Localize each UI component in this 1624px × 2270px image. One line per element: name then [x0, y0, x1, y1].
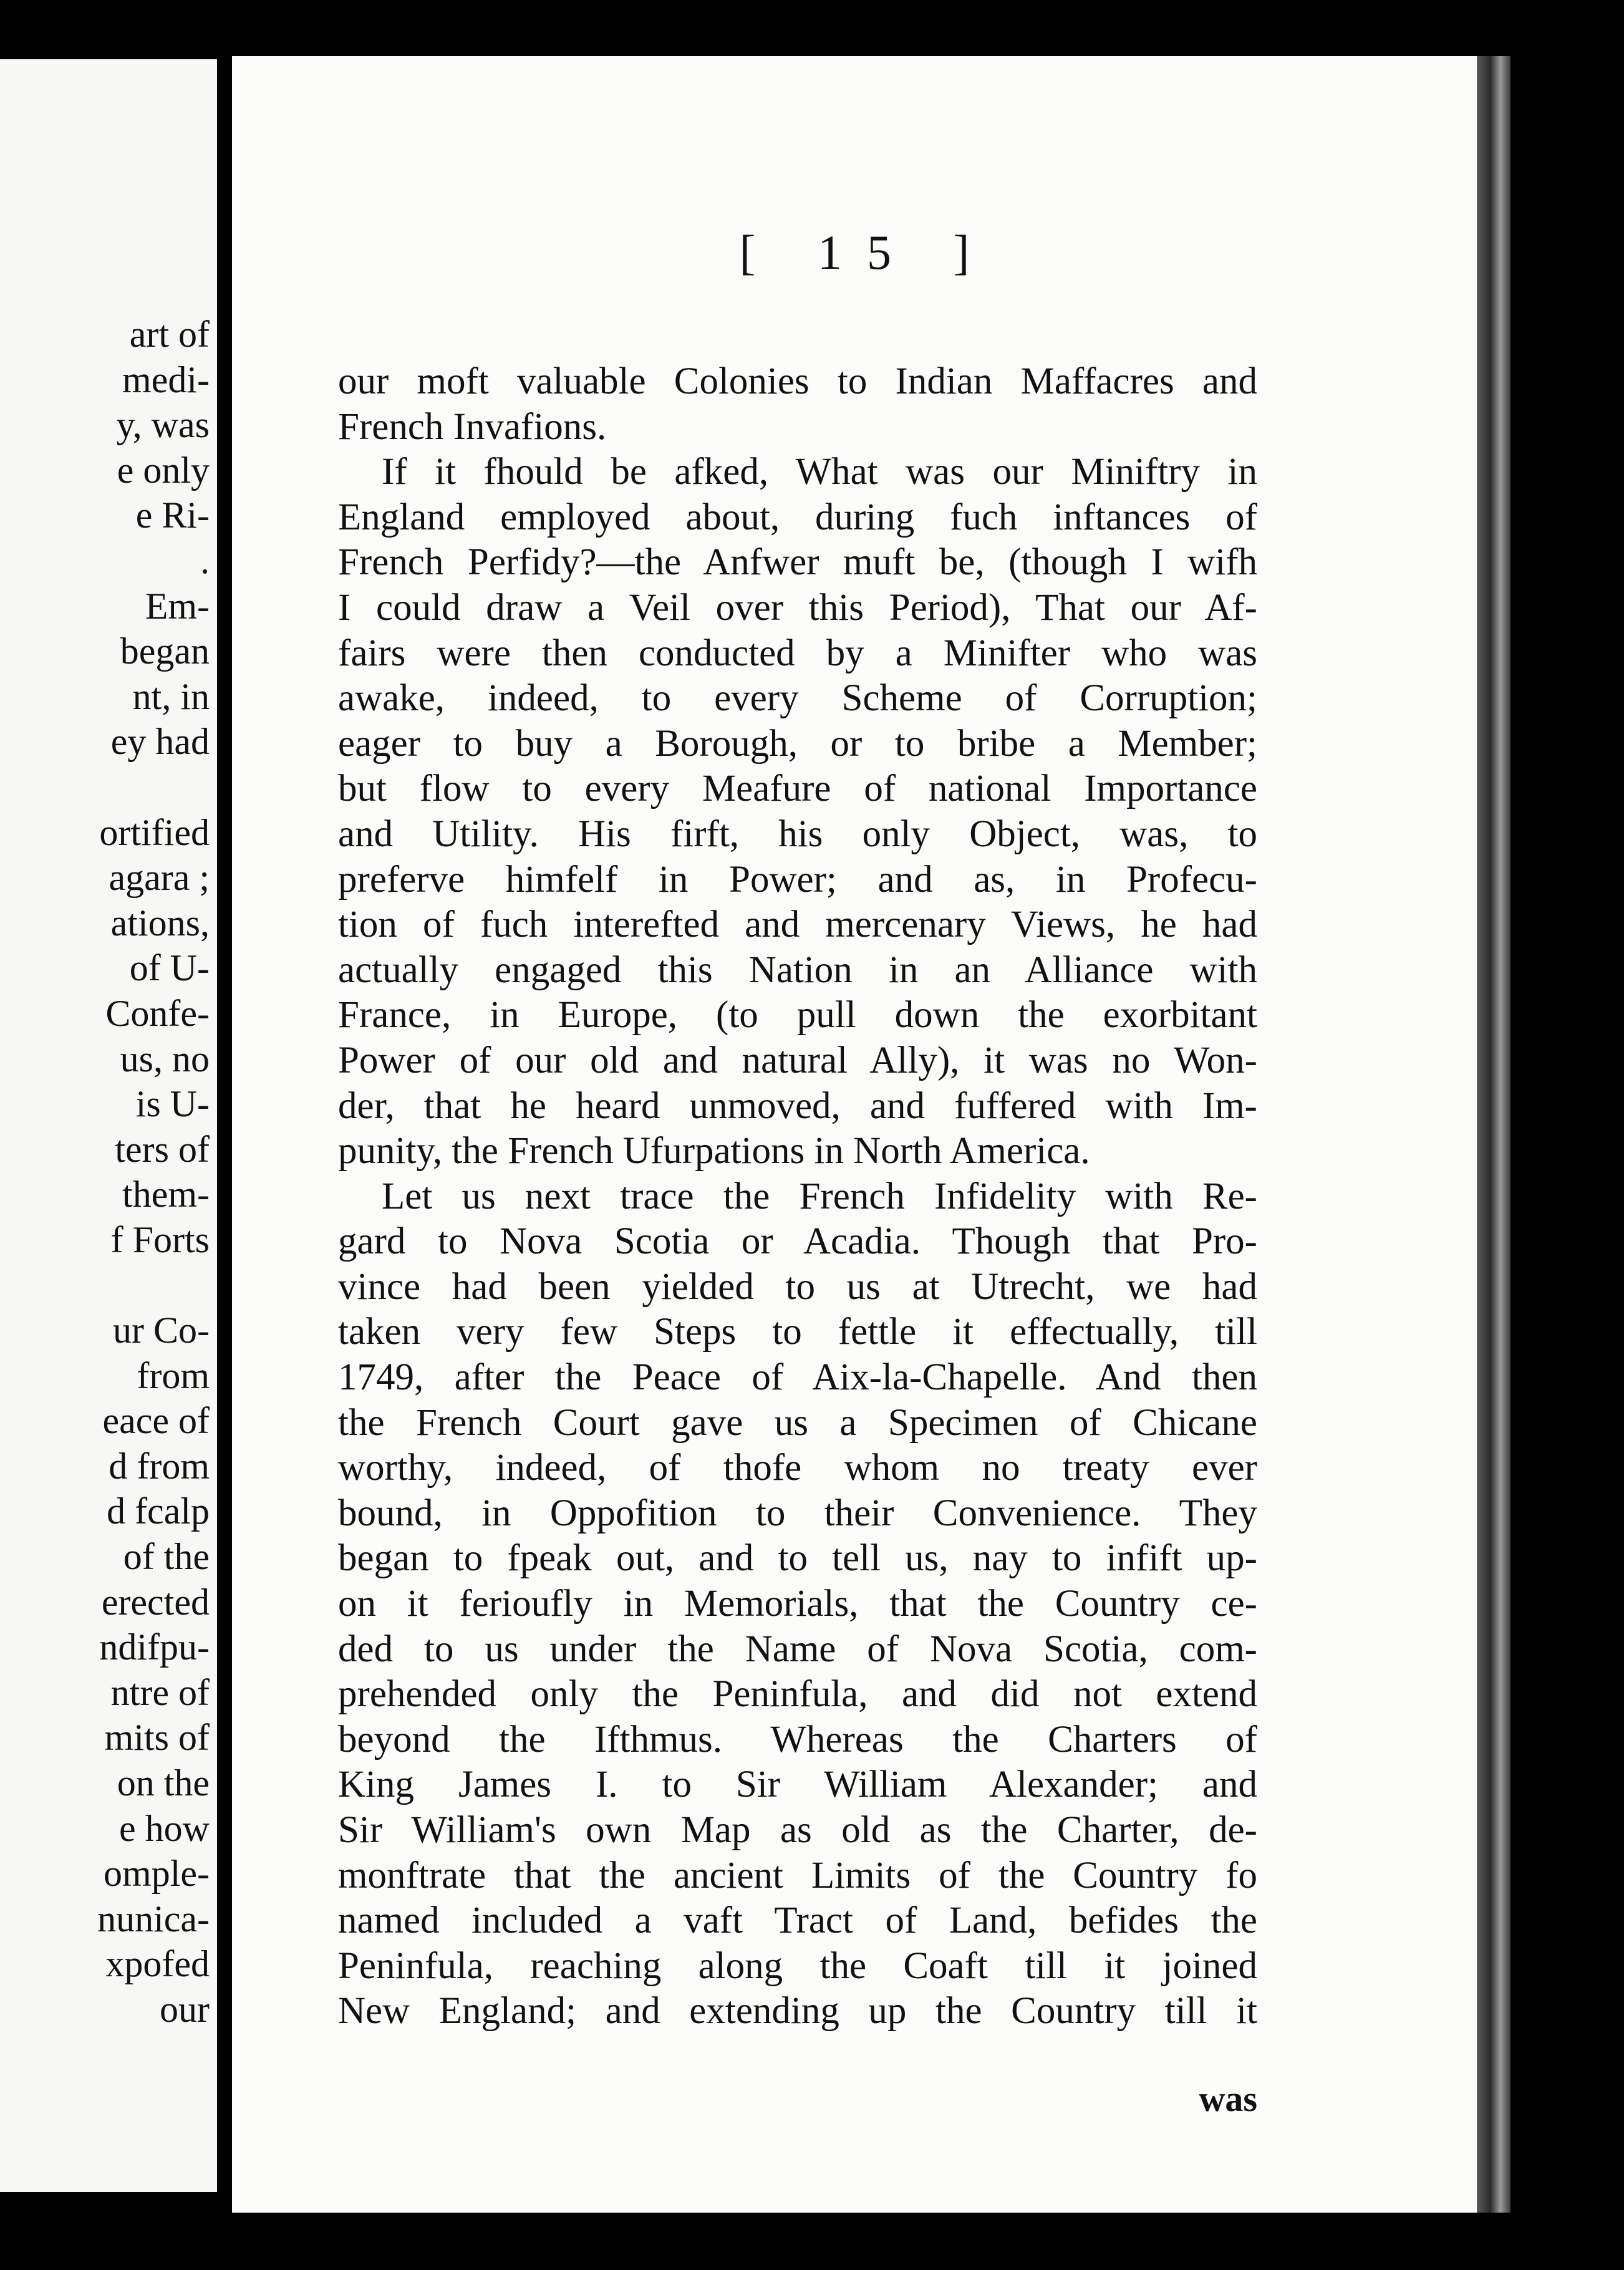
text-line: If it fhould be afked, What was our Miniftry in	[382, 451, 1257, 493]
page-body-text	[338, 359, 1257, 2034]
text-line: bound, in Oppofition to their Convenience. They	[338, 1492, 1257, 1534]
text-line: began to fpeak out, and to tell us, nay to infift up-	[338, 1537, 1257, 1580]
left-text-line: y, was	[116, 404, 210, 446]
text-line: named included a vaft Tract of Land, befides the	[338, 1900, 1257, 1942]
text-line: England employed about, during fuch inftances of	[338, 496, 1257, 538]
left-text-line: .	[200, 539, 210, 581]
text-line: I could draw a Veil over this Period), That our Af-	[338, 586, 1257, 629]
text-line: awake, indeed, to every Scheme of Corruption;	[338, 677, 1257, 720]
text-line: fairs were then conducted by a Minifter who was	[338, 632, 1257, 674]
left-text-line: erected	[101, 1581, 210, 1623]
text-line: France, in Europe, (to pull down the exorbitant	[338, 994, 1257, 1036]
left-text-line: on the	[117, 1762, 210, 1804]
text-line: punity, the French Ufurpations in North America.	[338, 1130, 1090, 1172]
left-text-line: is U-	[135, 1083, 210, 1125]
text-line: prehended only the Peninfula, and did not extend	[338, 1673, 1257, 1716]
left-text-line: omple-	[104, 1853, 210, 1895]
left-text-line: ey had	[110, 721, 210, 763]
text-line: worthy, indeed, of thofe whom no treaty ever	[338, 1447, 1257, 1489]
text-line: French Invafions.	[338, 405, 607, 448]
text-line: King James I. to Sir William Alexander; and	[338, 1764, 1257, 1806]
left-text-line: xpofed	[105, 1943, 210, 1985]
text-line: actually engaged this Nation in an Alliance with	[338, 949, 1257, 991]
page-number: [ 15 ]	[739, 225, 995, 279]
text-line: ded to us under the Name of Nova Scotia, com-	[338, 1628, 1257, 1670]
left-text-line	[97, 1262, 210, 1308]
left-text-line: from	[137, 1355, 210, 1396]
text-line: Sir William's own Map as old as the Charter, de-	[338, 1809, 1257, 1851]
text-line: French Perfidy?—the Anfwer muft be, (though I wifh	[338, 541, 1257, 584]
catchword: was	[1199, 2079, 1257, 2119]
left-text-line: e how	[119, 1807, 210, 1849]
text-line: New England; and extending up the Country till it	[338, 1990, 1257, 2032]
left-text-line: mits of	[104, 1717, 210, 1759]
left-text-line: e Ri-	[135, 495, 210, 536]
text-line: gard to Nova Scotia or Acadia. Though that Pro-	[338, 1220, 1257, 1263]
left-text-line: ur Co-	[113, 1310, 210, 1351]
text-line: the French Court gave us a Specimen of Chicane	[338, 1401, 1257, 1444]
left-text-line: ortified	[99, 811, 210, 853]
text-line: 1749, after the Peace of Aix-la-Chapelle. And then	[338, 1356, 1257, 1399]
left-text-line: nunica-	[97, 1898, 210, 1939]
text-line: but flow to every Meafure of national Importance	[338, 768, 1257, 810]
text-line: tion of fuch interefted and mercenary Views, he had	[338, 904, 1257, 946]
left-text-line: ations,	[110, 902, 210, 944]
text-line: beyond the Ifthmus. Whereas the Charters of	[338, 1718, 1257, 1760]
left-text-line: f Forts	[110, 1219, 210, 1260]
text-line: Power of our old and natural Ally), it was no Won-	[338, 1039, 1257, 1081]
left-text-line: e only	[117, 449, 210, 491]
left-text-line: medi-	[122, 359, 210, 400]
left-text-line: ndifpu-	[99, 1626, 210, 1668]
text-line: eager to buy a Borough, or to bribe a Member;	[338, 722, 1257, 765]
text-line: monftrate that the ancient Limits of the Country fo	[338, 1854, 1257, 1896]
text-line: taken very few Steps to fettle it effectually, till	[338, 1311, 1257, 1353]
left-text-line: eace of	[102, 1400, 210, 1442]
left-text-line: of the	[123, 1536, 210, 1578]
text-line: on it ferioufly in Memorials, that the Country ce-	[338, 1583, 1257, 1625]
text-line: der, that he heard unmoved, and fuffered with Im-	[338, 1084, 1257, 1127]
text-line: Let us next trace the French Infidelity with Re-	[382, 1175, 1257, 1217]
text-line: Peninfula, reaching along the Coaft till it joined	[338, 1944, 1257, 1987]
left-text-line: d fcalp	[107, 1490, 210, 1532]
left-page-text	[97, 312, 210, 2032]
left-facing-page	[0, 59, 217, 2192]
left-text-line	[97, 765, 210, 810]
left-text-line: d from	[109, 1445, 210, 1487]
text-line: preferve himfelf in Power; and as, in Profecu-	[338, 858, 1257, 901]
left-text-line: agara ;	[109, 857, 210, 899]
left-text-line: nt, in	[132, 675, 210, 717]
left-text-line: Confe-	[105, 992, 210, 1034]
left-text-line: ntre of	[110, 1671, 210, 1713]
page-edge	[1477, 56, 1510, 2213]
left-text-line: art of	[129, 314, 210, 355]
left-text-line: ters of	[115, 1128, 210, 1170]
text-line: and Utility. His firft, his only Object, was, to	[338, 813, 1257, 855]
text-line: our moft valuable Colonies to Indian Maffacres and	[338, 360, 1257, 402]
right-page	[232, 56, 1477, 2213]
left-text-line: us, no	[120, 1038, 210, 1079]
left-text-line: our	[160, 1988, 210, 2030]
left-text-line: of U-	[129, 947, 210, 989]
text-line: vince had been yielded to us at Utrecht, we had	[338, 1265, 1257, 1308]
left-text-line: began	[120, 630, 210, 672]
left-text-line: Em-	[145, 585, 210, 627]
left-text-line: them-	[122, 1174, 210, 1215]
